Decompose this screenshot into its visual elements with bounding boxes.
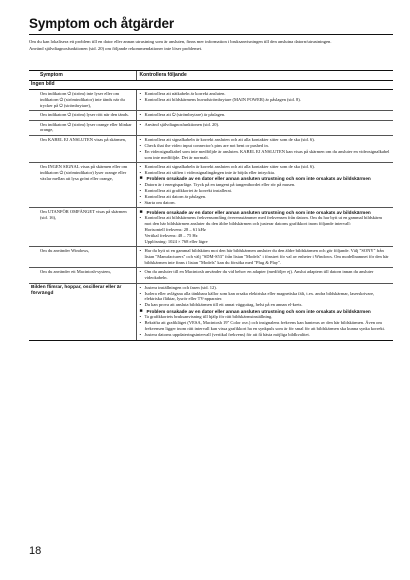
symptom-cell: Om indikatorn ⏻ (ström) inte lyser eller om indikatorn ⏻ (strömindikator) inte tänds när du trycker på ⏻ (strömbrytare), <box>29 89 136 110</box>
table-row <box>29 162 393 207</box>
check-item: • Kontrollera att datorn är påslagen. <box>140 194 391 200</box>
symptom-cell: Om indikatorn ⏻ (ström) lyser orange eller blinkar orange, <box>29 120 136 135</box>
check-cell <box>136 268 393 283</box>
check-item: • Check that the video input connector's pins are not bent or pushed in. <box>140 143 391 149</box>
table-row <box>29 208 393 247</box>
check-item: • Kontrollera att signalkabeln är korrekt ansluten och att alla kontakter sitter som de ska (sid. 6). <box>140 164 391 170</box>
symptom-cell: Om UTANFÖR OMFÅNGET visas på skärmen (sid. 16), <box>29 208 136 247</box>
table-row <box>29 120 393 135</box>
check-item: • Kontrollera att bildskärmens frekvensomfång överensstämmer med frekvensen från datorn. Om du har bytt ut en gammal bildskärm mot den här bildskärmen ansluter du den äldre bildskärmen och justerar datorns grafikkort inom följande intervall: <box>140 215 391 227</box>
check-item: • Om du ansluter till en Macintosh använder du vid behov en adapter (medföljer ej). Anslut adaptern till datorn innan du ansluter videokabeln. <box>140 269 391 281</box>
check-item: • Bekräfta att grafikläget (VESA, Macintosh 19" Color osv.) och insignalens frekvens kan hanteras av den här bildskärmen. Även om frekvensen ligger inom rätt intervall kan vissa grafikkort ha en synkpuls som är för smal för att bildskärmen ska kunna synka korrekt. <box>140 320 391 332</box>
check-cell <box>136 89 393 110</box>
check-cell <box>136 208 393 247</box>
spec-line: Horisontell frekvens: 28 – 61 kHz <box>144 226 206 232</box>
check-item: • Justera inställningen och fasen (sid. 12). <box>140 285 391 291</box>
check-item: • Kontrollera att bildskärmens huvudströmbrytare (MAIN POWER) är påslagen (sid. 8). <box>140 97 391 103</box>
symptom-cell: Om du använder ett Macintosh-system, <box>29 268 136 283</box>
check-item: • Kontrollera att grafikkortet är korrekt installerat. <box>140 188 391 194</box>
check-item: • Starta om datorn. <box>140 200 391 206</box>
subheading-note: ■ Problem orsakade av en dator eller annan ansluten utrustning och som inte orsakats av bildskärmen <box>140 176 391 182</box>
table-row <box>29 283 393 340</box>
table-body <box>29 80 393 340</box>
check-item: • En videosignalkabel som inte medföljde är ansluten. KABEL EJ ANSLUTEN kan visas på skärmen om du ansluter en videosignalkabel som inte medföljde. Det är normalt. <box>140 149 391 161</box>
check-cell <box>136 162 393 207</box>
symptom-cell: Om indikatorn ⏻ (ström) lyser rött när den tänds. <box>29 111 136 120</box>
check-cell <box>136 247 393 268</box>
symptom-cell: Om INGEN SIGNAL visas på skärmen eller om indikatorn ⏻ (strömindikator) lyser orange eller växlar mellan att lysa grönt eller orange, <box>29 162 136 207</box>
check-item: • Kontrollera att stiften i videosignalingången inte är böjda eller intryckta. <box>140 170 391 176</box>
check-cell <box>136 283 393 340</box>
table-row <box>29 89 393 110</box>
table-row <box>29 135 393 162</box>
check-item: • Kontrollera att signalkabeln är korrekt ansluten och att alla kontakter sitter som de ska (sid. 6). <box>140 137 391 143</box>
check-cell <box>136 111 393 120</box>
table-row <box>29 247 393 268</box>
title-rule <box>29 34 393 35</box>
check-item: • Isolera eller avlägsna alla tänkbara källor som kan orsaka elektriska eller magnetiska fält, t.ex. andra bildskärmar, laserskrivare, elektriska fläktar, lysrör eller TV-apparater. <box>140 291 391 303</box>
spec-line: Upplösning: 1024 × 768 eller lägre <box>144 238 208 244</box>
intro-text <box>29 39 393 52</box>
page-title: Symptom och åtgärder <box>29 16 175 31</box>
check-cell <box>136 120 393 135</box>
intro-paragraph: Använd självdiagnosfunktionen (sid. 20) om följande rekommendationer inte löser problemet. <box>29 45 203 51</box>
header-check: Kontrollera följande <box>136 71 393 81</box>
check-item: • Ta grafikkortets bruksanvisning till hjälp för rätt bildskärmsinställning. <box>140 314 391 320</box>
subheading-note: ■ Problem orsakade av en dator eller annan ansluten utrustning och som inte orsakats av bildskärmen <box>140 210 391 216</box>
check-item: • Kontrollera att ⏻ (strömbrytare) är påslagen. <box>140 112 391 118</box>
check-item: • Justera datorns uppdateringsintervall (vertikal frekvens) för att få bästa möjliga bildkvalitet. <box>140 332 391 338</box>
symptom-cell: Om KABEL EJ ANSLUTEN visas på skärmen, <box>29 135 136 162</box>
check-item: • Använd självdiagnosfunktionen (sid. 20). <box>140 122 391 128</box>
intro-paragraph: Om du kan lokalisera ett problem till en dator eller annan utrustning som är ansluten, finns mer information i bruksanvisningen till den anslutna datorn/utrustningen. <box>29 39 332 44</box>
troubleshooting-table <box>29 70 393 341</box>
section-heading: Ingen bild <box>29 80 393 89</box>
check-item: • Har du bytt ut en gammal bildskärm mot den här bildskärmen ansluter du den äldre bildskärmen och gör följande. Välj "SONY" från listan "Manufacturers" och välj "SDM-S53" från listan "Models" i fönstret för val av enheter i Windows. Om modellnamnet för den här bildskärmen inte finns i listan "Models" kan du försöka med "Plug & Play". <box>140 248 391 266</box>
symptom-cell: Om du använder Windows, <box>29 247 136 268</box>
table-row <box>29 268 393 283</box>
header-symptom: Symptom <box>29 71 136 81</box>
check-item: • Du kan prova att ansluta bildskärmen till ett annat vägguttag, helst på en annan el-krets. <box>140 302 391 308</box>
spec-line: Vertikal frekvens: 48 – 75 Hz <box>144 232 198 238</box>
check-item: • Datorn är i energisparläge. Tryck på en tangent på tangentbordet eller rör på musen. <box>140 182 391 188</box>
subheading-note: ■ Problem orsakade av en dator eller annan ansluten utrustning och som inte orsakats av bildskärmen <box>140 309 391 315</box>
check-cell <box>136 135 393 162</box>
section-heading-row <box>29 80 393 89</box>
symptom-cell: Bilden flimrar, hoppar, oscillerar eller är förvrängd <box>29 283 136 340</box>
table-row <box>29 111 393 120</box>
page-number: 18 <box>29 545 42 557</box>
check-item: • Kontrollera att nätkabeln är korrekt ansluten. <box>140 91 391 97</box>
